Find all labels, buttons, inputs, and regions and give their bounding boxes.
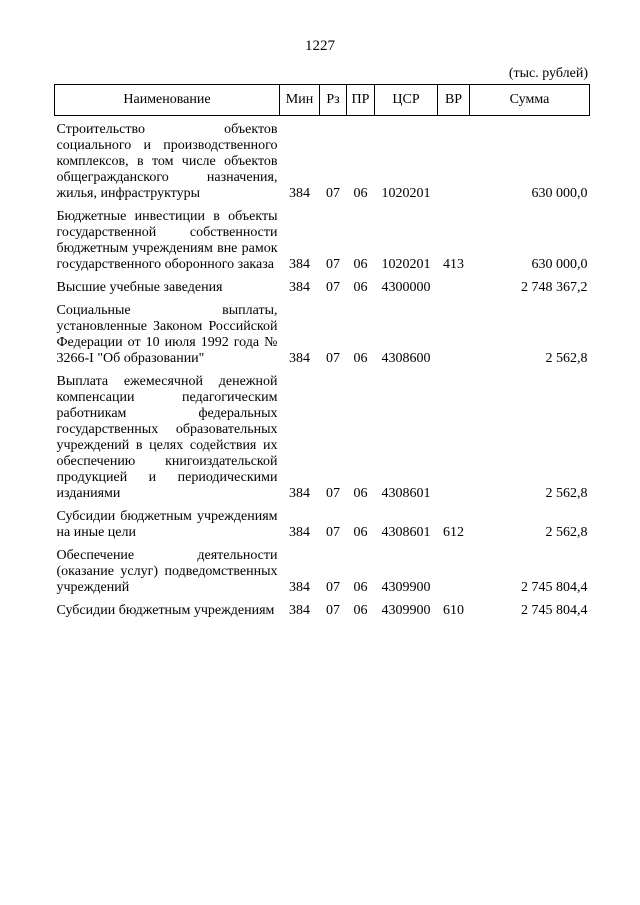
row-name: Субсидии бюджетным учреждениям (56, 603, 275, 618)
row-vr: 610 (443, 603, 464, 618)
row-csr: 4308600 (381, 351, 431, 366)
table-row (55, 303, 590, 374)
row-sum: 2 748 367,2 (521, 280, 588, 295)
table-row (55, 548, 590, 603)
row-csr: 4309900 (381, 580, 431, 595)
row-rz: 07 (326, 280, 340, 295)
row-min: 384 (289, 525, 310, 540)
row-vr: 612 (443, 525, 464, 540)
row-sum: 2 745 804,4 (521, 603, 588, 618)
row-csr: 1020201 (381, 186, 431, 201)
row-sum: 630 000,0 (531, 257, 588, 272)
row-min: 384 (289, 257, 310, 272)
table-row (55, 374, 590, 509)
row-name: Социальные выплаты, установленные Законом Российской Федерации от 10 июля 1992 года № 3266-I "Об образовании" (56, 303, 278, 366)
table-row (55, 280, 590, 303)
row-rz: 07 (326, 603, 340, 618)
row-name: Высшие учебные заведения (56, 280, 223, 295)
row-min: 384 (289, 486, 310, 501)
row-vr (438, 303, 470, 374)
row-csr: 4308601 (381, 525, 431, 540)
row-rz: 07 (326, 186, 340, 201)
row-vr: 413 (443, 257, 464, 272)
row-name: Бюджетные инвестиции в объекты государственной собственности бюджетным учреждениям вне рамок государственного оборонного заказа (56, 209, 278, 272)
header-vr: ВР (438, 85, 470, 116)
header-rz: Рз (320, 85, 347, 116)
row-csr: 1020201 (381, 257, 431, 272)
units-label: (тыс. рублей) (508, 66, 588, 81)
row-name: Субсидии бюджетным учреждениям на иные цели (56, 509, 278, 540)
row-pr: 06 (353, 580, 368, 595)
row-vr (438, 280, 470, 303)
row-rz: 07 (326, 351, 340, 366)
row-rz: 07 (326, 486, 340, 501)
row-name: Обеспечение деятельности (оказание услуг) подведомственных учреждений (56, 548, 278, 595)
row-pr: 06 (353, 280, 368, 295)
row-pr: 06 (353, 257, 368, 272)
row-csr: 4309900 (381, 603, 431, 618)
row-vr (438, 548, 470, 603)
row-csr: 4300000 (381, 280, 431, 295)
row-rz: 07 (326, 257, 340, 272)
row-min: 384 (289, 603, 310, 618)
row-sum: 2 562,8 (545, 525, 588, 540)
header-row (55, 85, 590, 116)
row-pr: 06 (353, 351, 368, 366)
table-row (55, 603, 590, 626)
row-sum: 2 562,8 (545, 486, 588, 501)
header-min: Мин (280, 85, 320, 116)
table-row (55, 116, 590, 210)
row-pr: 06 (353, 486, 368, 501)
row-csr: 4308601 (381, 486, 431, 501)
header-pr: ПР (347, 85, 375, 116)
row-vr (438, 374, 470, 509)
header-name: Наименование (55, 85, 280, 116)
row-name: Выплата ежемесячной денежной компенсации педагогическим работникам федеральных государственных образовательных учреждений в целях содействия их обеспечению книгоиздательской продукцией и периодическими изданиями (56, 374, 278, 501)
row-name: Строительство объектов социального и производственного комплексов, в том числе объектов общегражданского назначения, жилья, инфраструктуры (56, 122, 278, 201)
header-csr: ЦСР (375, 85, 438, 116)
row-min: 384 (289, 351, 310, 366)
row-pr: 06 (353, 603, 368, 618)
header-sum: Сумма (470, 85, 590, 116)
row-pr: 06 (353, 525, 368, 540)
row-vr (438, 116, 470, 210)
budget-table (54, 84, 590, 626)
row-min: 384 (289, 280, 310, 295)
page-number: 1227 (305, 38, 335, 54)
row-sum: 2 745 804,4 (521, 580, 588, 595)
row-rz: 07 (326, 580, 340, 595)
row-min: 384 (289, 186, 310, 201)
table-row (55, 509, 590, 548)
row-sum: 630 000,0 (531, 186, 588, 201)
row-pr: 06 (353, 186, 368, 201)
row-rz: 07 (326, 525, 340, 540)
row-sum: 2 562,8 (545, 351, 588, 366)
row-min: 384 (289, 580, 310, 595)
table-row (55, 209, 590, 280)
